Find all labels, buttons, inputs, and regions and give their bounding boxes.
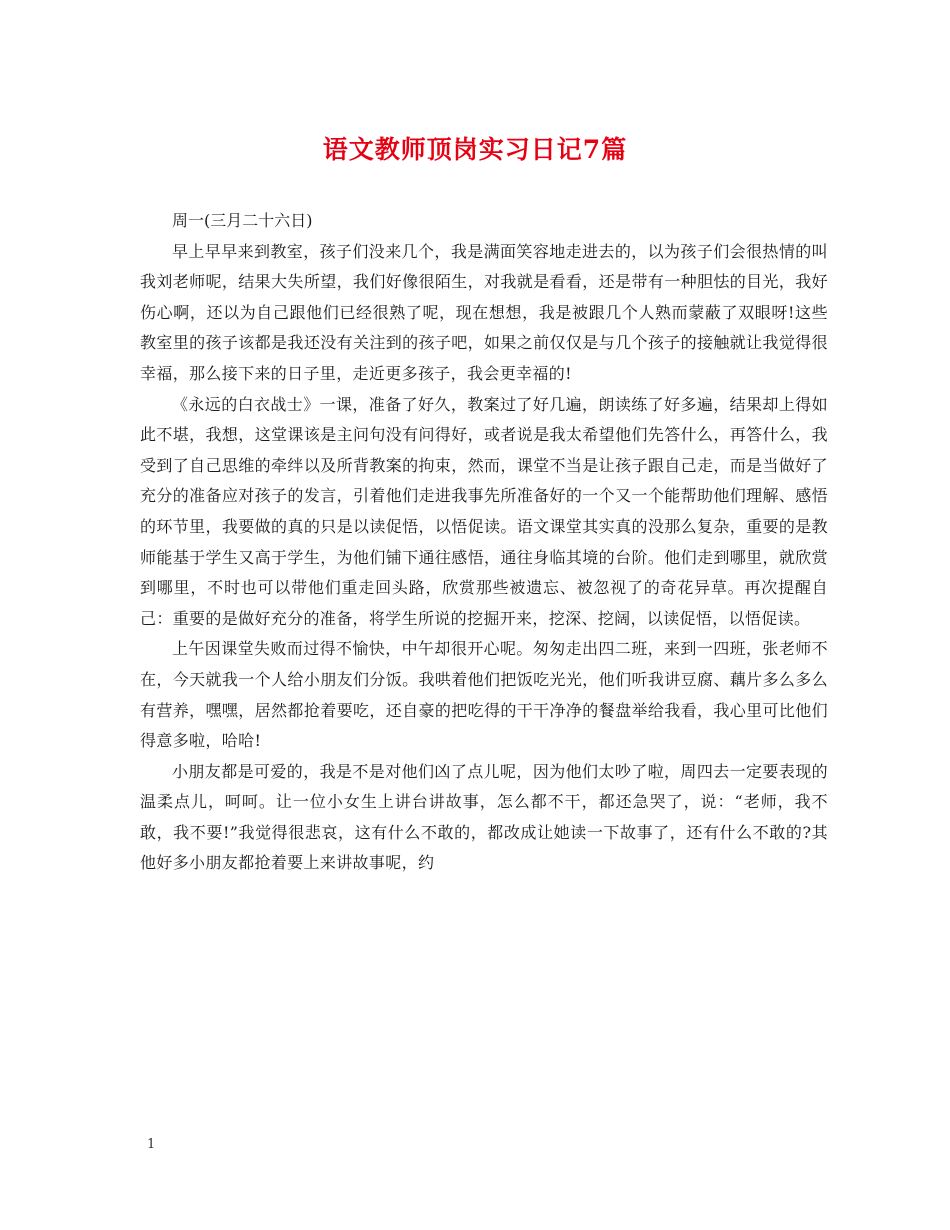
paragraph-4: 小朋友都是可爱的，我是不是对他们凶了点儿呢，因为他们太吵了啦，周四去一定要表现的温柔点儿，呵呵。让一位小女生上讲台讲故事，怎么都不干，都还急哭了，说：“老师，我不敢，我不要!”我觉得很悲哀，这有什么不敢的，都改成让她读一下故事了，还有什么不敢的?其他好多小朋友都抢着要上来讲故事呢，约 [140,761,828,873]
page-number: 1 [147,1137,156,1152]
body-content [140,206,828,879]
page-title: 语文教师顶岗实习日记7篇 [322,135,628,164]
date-line: 周一(三月二十六日) [172,211,313,230]
paragraph-3: 上午因课堂失败而过得不愉快，中午却很开心呢。匆匆走出四二班，来到一四班，张老师不在，今天就我一个人给小朋友们分饭。我哄着他们把饭吃光光，他们听我讲豆腐、藕片多么多么有营养，嘿嘿，居然都抢着要吃，还自豪的把吃得的干干净净的餐盘举给我看，我心里可比他们得意多啦，哈哈! [140,639,828,751]
paragraph-1: 早上早早来到教室，孩子们没来几个，我是满面笑容地走进去的，以为孩子们会很热情的叫我刘老师呢，结果大失所望，我们好像很陌生，对我就是看看，还是带有一种胆怯的目光，我好伤心啊，还以为自己跟他们已经很熟了呢，现在想想，我是被跟几个人熟而蒙蔽了双眼呀!这些教室里的孩子该都是我还没有关注到的孩子吧，如果之前仅仅是与几个孩子的接触就让我觉得很幸福，那么接下来的日子里，走近更多孩子，我会更幸福的! [140,241,828,383]
paragraph-2: 《永远的白衣战士》一课，准备了好久，教案过了好几遍，朗读练了好多遍，结果却上得如此不堪，我想，这堂课该是主问句没有问得好，或者说是我太希望他们先答什么，再答什么，我受到了自己思维的牵绊以及所背教案的拘束，然而，课堂不当是让孩子跟自己走，而是当做好了充分的准备应对孩子的发言，引着他们走进我事先所准备好的一个又一个能帮助他们理解、感悟的环节里，我要做的真的只是以读促悟，以悟促读。语文课堂其实真的没那么复杂，重要的是教师能基于学生又高于学生，为他们铺下通往感悟，通往身临其境的台阶。他们走到哪里，就欣赏到哪里，不时也可以带他们重走回头路，欣赏那些被遗忘、被忽视了的奇花异草。再次提醒自己：重要的是做好充分的准备，将学生所说的挖掘开来，挖深、挖阔，以读促悟，以悟促读。 [140,394,828,628]
